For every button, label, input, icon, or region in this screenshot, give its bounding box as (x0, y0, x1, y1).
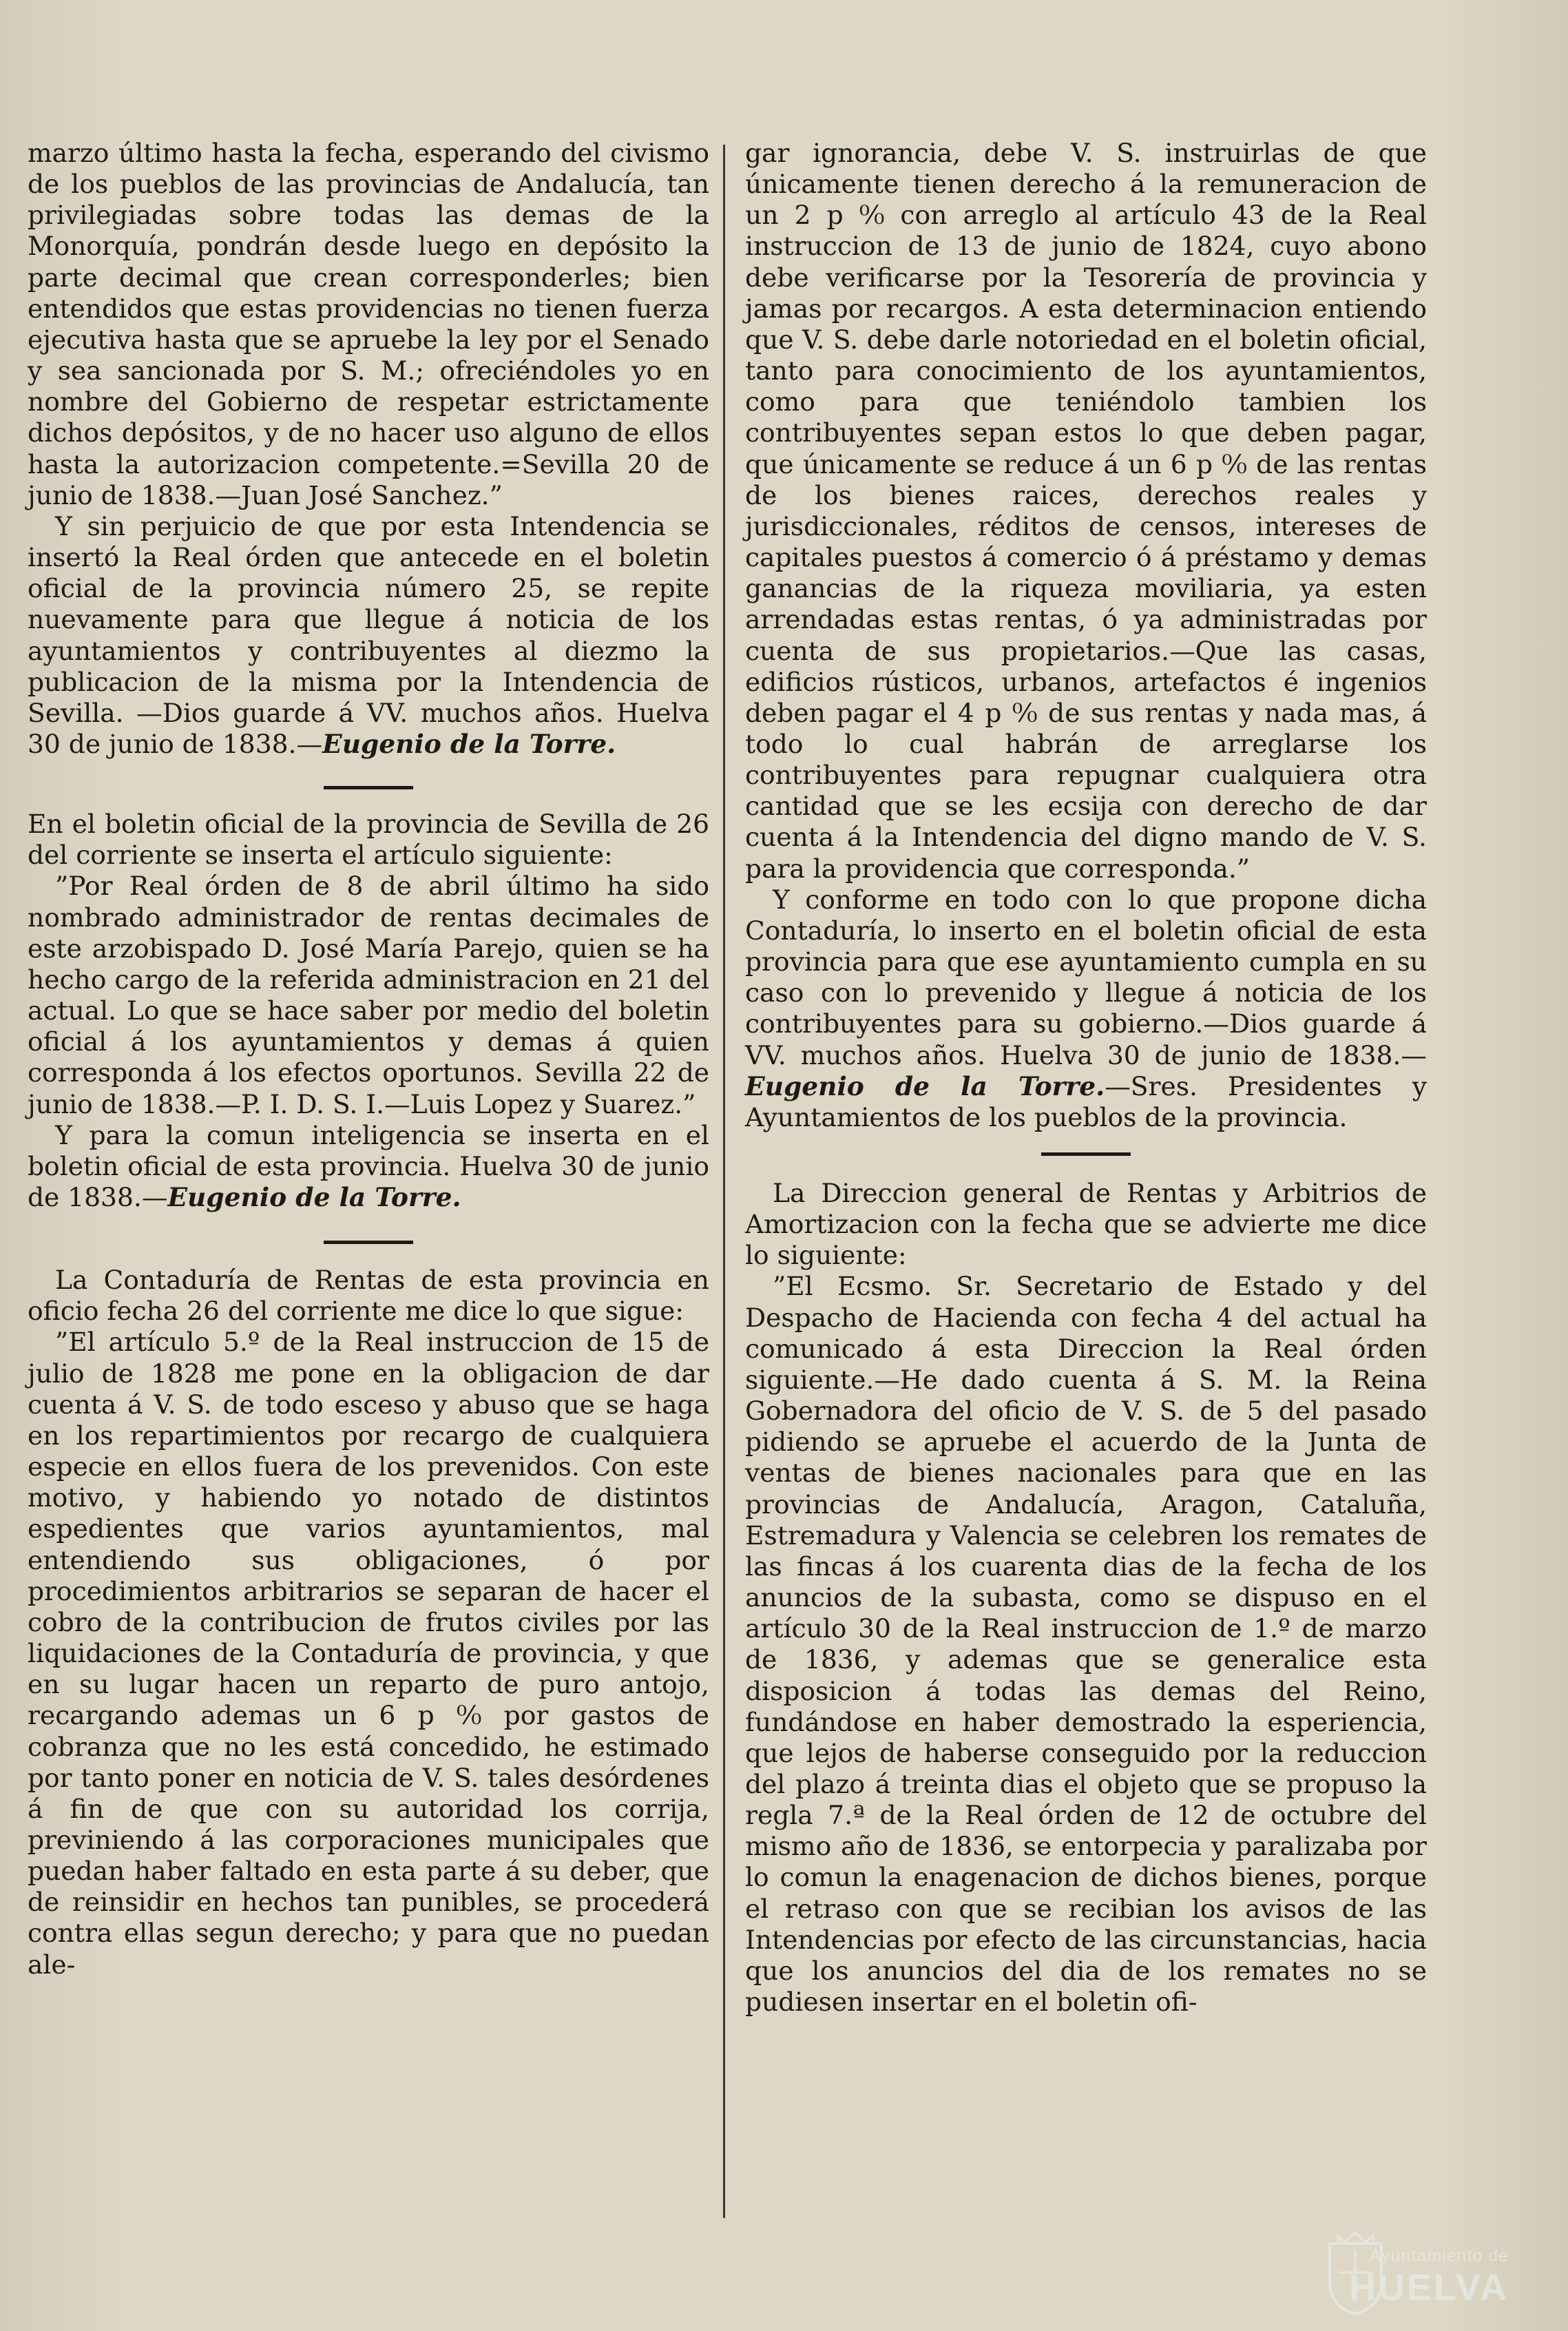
watermark-line-1: Ayuntamiento de (1369, 2246, 1509, 2266)
right-paragraph-2-signature: Eugenio de la Torre. (745, 1070, 1105, 1101)
left-paragraph-3: En el boletin oficial de la provincia de Sevilla de 26 del corriente se inserta el artículo siguiente: (28, 809, 709, 871)
section-divider (1041, 1152, 1131, 1156)
section-divider (324, 1241, 413, 1244)
left-paragraph-5-text: Y para la comun inteligencia se inserta en el boletin oficial de esta provincia. Huelva 30 de junio de 1838.— (28, 1119, 709, 1212)
left-paragraph-4: ”Por Real órden de 8 de abril último ha sido nombrado administrador de rentas decimales de este arzobispado D. José María Parejo, quien se ha hecho cargo de la referida administracion en 21 del actual. Lo que se hace saber por medio del boletin oficial á los ayuntamientos y demas á quien corresponda á los efectos oportunos. Sevilla 22 de junio de 1838.—P. I. D. S. I.—Luis Lopez y Suarez.” (28, 871, 709, 1119)
right-paragraph-2 (745, 884, 1427, 1133)
left-paragraph-5 (28, 1120, 709, 1213)
right-paragraph-3: La Direccion general de Rentas y Arbitrios de Amortizacion con la fecha que se advierte me dice lo siguiente: (745, 1178, 1427, 1271)
left-column (28, 138, 709, 1980)
left-paragraph-7: ”El artículo 5.º de la Real instruccion de 15 de julio de 1828 me pone en la obligacion de dar cuenta á V. S. de todo esceso y abuso que se haga en los repartimientos por recargo de cualquiera especie en ellos fuera de los prevenidos. Con este motivo, y habiendo yo notado de distintos espedientes que varios ayuntamientos, mal entendiendo sus obligaciones, ó por procedimientos arbitrarios se separan de hacer el cobro de la contribucion de frutos civiles por las liquidaciones de la Contaduría de provincia, y que en su lugar hacen un reparto de puro antojo, recargando ademas un 6 p ⁰⁄₀ por gastos de cobranza que no les está concedido, he estimado por tanto poner en noticia de V. S. tales desórdenes á fin de que con su autoridad los corrija, previniendo á las corporaciones municipales que puedan haber faltado en esta parte á su deber, que de reinsidir en hechos tan punibles, se procederá contra ellas segun derecho; y para que no puedan ale- (28, 1327, 709, 1980)
left-paragraph-2 (28, 511, 709, 760)
right-column (745, 138, 1427, 2018)
column-divider (723, 145, 725, 2218)
left-paragraph-5-signature: Eugenio de la Torre. (167, 1182, 461, 1212)
left-paragraph-2-signature: Eugenio de la Torre. (322, 728, 616, 759)
watermark-line-2: HUELVA (1349, 2267, 1509, 2308)
section-divider (324, 786, 413, 789)
right-paragraph-1: gar ignorancia, debe V. S. instruirlas de que únicamente tienen derecho á la remuneracion de un 2 p ⁰⁄₀ con arreglo al artículo 43 de la Real instruccion de 13 de junio de 1824, cuyo abono debe verificarse por la Tesorería de provincia y jamas por recargos. A esta determinacion entiendo que V. S. debe darle notoriedad en el boletin oficial, tanto para conocimiento de los ayuntamientos, como para que teniéndolo tambien los contribuyentes sepan estos lo que deben pagar, que únicamente se reduce á un 6 p ⁰⁄₀ de las rentas de los bienes raices, derechos reales y jurisdiccionales, réditos de censos, intereses de capitales puestos á comercio ó á préstamo y demas ganancias de la riqueza moviliaria, ya esten arrendadas estas rentas, ó ya administradas por cuenta de sus propietarios.—Que las casas, edificios rústicos, urbanos, artefactos é ingenios deben pagar el 4 p ⁰⁄₀ de sus rentas y nada mas, á todo lo cual habrán de arreglarse los contribuyentes para repugnar cualquiera otra cantidad que se les ecsija con derecho de dar cuenta á la Intendencia del digno mando de V. S. para la providencia que corresponda.” (745, 138, 1427, 884)
left-paragraph-2-text: Y sin perjuicio de que por esta Intendencia se insertó la Real órden que antecede en el boletin oficial de la provincia número 25, se repite nuevamente para que llegue á noticia de los ayuntamientos y contribuyentes al diezmo la publicacion de la misma por la Intendencia de Sevilla. —Dios guarde á VV. muchos años. Huelva 30 de junio de 1838.— (28, 510, 709, 759)
ayuntamiento-huelva-watermark (1323, 2226, 1509, 2316)
left-paragraph-1: marzo último hasta la fecha, esperando del civismo de los pueblos de las provincias de Andalucía, tan privilegiadas sobre todas las demas de la Monorquía, pondrán desde luego en depósito la parte decimal que crean corresponderles; bien entendidos que estas providencias no tienen fuerza ejecutiva hasta que se apruebe la ley por el Senado y sea sancionada por S. M.; ofreciéndoles yo en nombre del Gobierno de respetar estrictamente dichos depósitos, y de no hacer uso alguno de ellos hasta la autorizacion competente.=Sevilla 20 de junio de 1838.—Juan José Sanchez.” (28, 138, 709, 510)
right-paragraph-4: ”El Ecsmo. Sr. Secretario de Estado y del Despacho de Hacienda con fecha 4 del actual ha comunicado á esta Direccion la Real órden siguiente.—He dado cuenta á S. M. la Reina Gobernadora del oficio de V. S. de 5 del pasado pidiendo se apruebe el acuerdo de la Junta de ventas de bienes nacionales para que en las provincias de Andalucía, Aragon, Cataluña, Estremadura y Valencia se celebren los remates de las fincas á los cuarenta dias de la fecha de los anuncios de la subasta, como se dispuso en el artículo 30 de la Real instruccion de 1.º de marzo de 1836, y ademas que se generalice esta disposicion á todas las demas del Reino, fundándose en haber demostrado la esperiencia, que lejos de haberse conseguido por la reduccion del plazo á treinta dias el objeto que se propuso la regla 7.ª de la Real órden de 12 de octubre del mismo año de 1836, se entorpecia y paralizaba por lo comun la enagenacion de dichos bienes, porque el retraso con que se recibian los avisos de las Intendencias por efecto de las circunstancias, hacia que los anuncios del dia de los remates no se pudiesen insertar en el boletin ofi- (745, 1271, 1427, 2018)
right-paragraph-2-closing: —Sres. Presidentes y Ayuntamientos de los pueblos de la provincia. (745, 1070, 1427, 1132)
left-paragraph-6: La Contaduría de Rentas de esta provincia en oficio fecha 26 del corriente me dice lo que sigue: (28, 1265, 709, 1327)
right-paragraph-2-text: Y conforme en todo con lo que propone dicha Contaduría, lo inserto en el boletin oficial de esta provincia para que ese ayuntamiento cumpla en su caso con lo prevenido y llegue á noticia de los contribuyentes para su gobierno.—Dios guarde á VV. muchos años. Huelva 30 de junio de 1838.— (745, 884, 1427, 1070)
